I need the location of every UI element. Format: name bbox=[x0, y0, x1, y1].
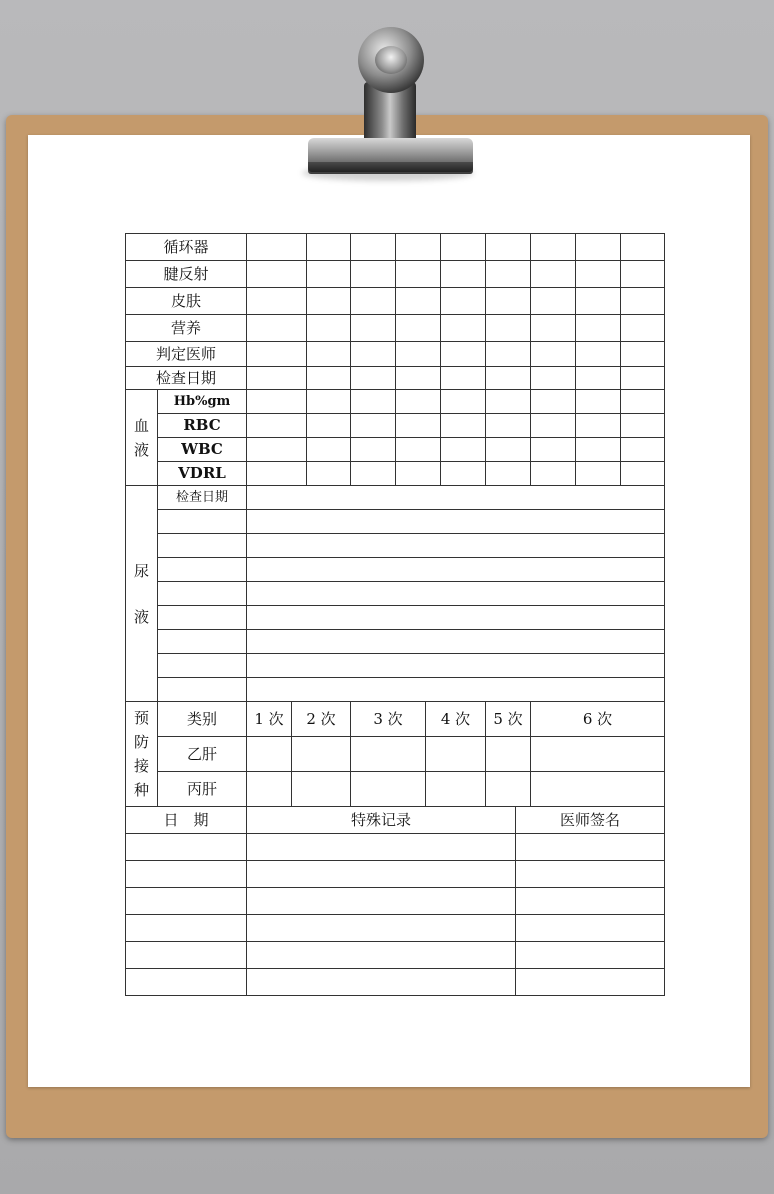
clip-hole bbox=[375, 46, 407, 74]
exam-row bbox=[126, 288, 665, 315]
grid-cell[interactable] bbox=[307, 390, 351, 414]
grid-cell[interactable] bbox=[441, 261, 486, 288]
grid-cell[interactable] bbox=[351, 414, 396, 438]
grid-cell[interactable] bbox=[396, 438, 441, 462]
dose-cell[interactable] bbox=[531, 737, 665, 772]
grid-cell[interactable] bbox=[531, 390, 576, 414]
record-date-cell[interactable] bbox=[126, 942, 247, 969]
dose-cell[interactable] bbox=[426, 772, 486, 807]
vaccination-category-header: 类别 bbox=[158, 702, 247, 737]
record-doctor-cell[interactable] bbox=[516, 861, 665, 888]
records-header-row bbox=[126, 807, 665, 834]
grid-cell[interactable] bbox=[576, 438, 621, 462]
grid-cell[interactable] bbox=[307, 315, 351, 342]
urine-date-cell[interactable] bbox=[158, 510, 247, 534]
record-note-cell[interactable] bbox=[247, 969, 516, 996]
urine-date-cell[interactable] bbox=[158, 654, 247, 678]
record-date-cell[interactable] bbox=[126, 969, 247, 996]
dose-cell[interactable] bbox=[486, 772, 531, 807]
grid-cell[interactable] bbox=[307, 414, 351, 438]
urine-row bbox=[126, 606, 665, 630]
urine-cell[interactable] bbox=[247, 654, 665, 678]
grid-cell[interactable] bbox=[576, 234, 621, 261]
grid-cell[interactable] bbox=[307, 462, 351, 486]
grid-cell[interactable] bbox=[247, 438, 307, 462]
urine-row bbox=[126, 558, 665, 582]
vaccination-header-row bbox=[126, 702, 665, 737]
grid-cell[interactable] bbox=[576, 414, 621, 438]
grid-cell[interactable] bbox=[576, 315, 621, 342]
grid-cell[interactable] bbox=[307, 438, 351, 462]
grid-cell[interactable] bbox=[441, 462, 486, 486]
grid-cell[interactable] bbox=[531, 315, 576, 342]
urine-row bbox=[126, 510, 665, 534]
grid-cell[interactable] bbox=[576, 462, 621, 486]
blood-row bbox=[126, 462, 665, 486]
urine-date-cell[interactable] bbox=[158, 582, 247, 606]
grid-cell[interactable] bbox=[307, 342, 351, 367]
dose-cell[interactable] bbox=[531, 772, 665, 807]
grid-cell[interactable] bbox=[396, 367, 441, 390]
dose-header: 2 次 bbox=[292, 702, 351, 737]
urine-cell[interactable] bbox=[247, 510, 665, 534]
grid-cell[interactable] bbox=[621, 288, 665, 315]
grid-cell[interactable] bbox=[486, 367, 531, 390]
urine-cell[interactable] bbox=[247, 606, 665, 630]
record-date-cell[interactable] bbox=[126, 834, 247, 861]
grid-cell[interactable] bbox=[531, 342, 576, 367]
dose-cell[interactable] bbox=[292, 772, 351, 807]
records-note-header: 特殊记录 bbox=[247, 807, 516, 834]
blood-item-label: RBC bbox=[158, 414, 247, 438]
grid-cell[interactable] bbox=[441, 315, 486, 342]
urine-row bbox=[126, 630, 665, 654]
grid-cell[interactable] bbox=[621, 438, 665, 462]
grid-cell[interactable] bbox=[486, 390, 531, 414]
grid-cell[interactable] bbox=[531, 234, 576, 261]
urine-date-cell[interactable] bbox=[158, 606, 247, 630]
grid-cell[interactable] bbox=[396, 288, 441, 315]
grid-cell[interactable] bbox=[486, 315, 531, 342]
grid-cell[interactable] bbox=[247, 462, 307, 486]
blood-item-label: VDRL bbox=[158, 462, 247, 486]
record-note-cell[interactable] bbox=[247, 861, 516, 888]
urine-row bbox=[126, 486, 665, 510]
grid-cell[interactable] bbox=[351, 234, 396, 261]
grid-cell[interactable] bbox=[486, 234, 531, 261]
grid-cell[interactable] bbox=[247, 342, 307, 367]
grid-cell[interactable] bbox=[486, 414, 531, 438]
urine-cell[interactable] bbox=[247, 678, 665, 702]
record-doctor-cell[interactable] bbox=[516, 942, 665, 969]
exam-label: 营养 bbox=[126, 315, 247, 342]
records-row bbox=[126, 942, 665, 969]
urine-row bbox=[126, 534, 665, 558]
grid-cell[interactable] bbox=[576, 390, 621, 414]
grid-cell[interactable] bbox=[441, 390, 486, 414]
grid-cell[interactable] bbox=[396, 414, 441, 438]
grid-cell[interactable] bbox=[441, 438, 486, 462]
record-doctor-cell[interactable] bbox=[516, 834, 665, 861]
blood-item-label: Hb%gm bbox=[158, 390, 247, 414]
records-doctor-header: 医师签名 bbox=[516, 807, 665, 834]
health-record-form bbox=[125, 233, 665, 996]
exam-row bbox=[126, 342, 665, 367]
records-row bbox=[126, 888, 665, 915]
grid-cell[interactable] bbox=[351, 390, 396, 414]
grid-cell[interactable] bbox=[486, 342, 531, 367]
grid-cell[interactable] bbox=[576, 367, 621, 390]
grid-cell[interactable] bbox=[351, 288, 396, 315]
record-date-cell[interactable] bbox=[126, 888, 247, 915]
grid-cell[interactable] bbox=[247, 367, 307, 390]
grid-cell[interactable] bbox=[351, 315, 396, 342]
urine-cell[interactable] bbox=[247, 486, 665, 510]
exam-row bbox=[126, 367, 665, 390]
grid-cell[interactable] bbox=[621, 261, 665, 288]
grid-cell[interactable] bbox=[307, 367, 351, 390]
exam-label: 皮肤 bbox=[126, 288, 247, 315]
grid-cell[interactable] bbox=[351, 342, 396, 367]
grid-cell[interactable] bbox=[351, 462, 396, 486]
urine-row bbox=[126, 678, 665, 702]
record-note-cell[interactable] bbox=[247, 888, 516, 915]
grid-cell[interactable] bbox=[621, 234, 665, 261]
urine-cell[interactable] bbox=[247, 534, 665, 558]
urine-date-cell[interactable] bbox=[158, 558, 247, 582]
records-row bbox=[126, 834, 665, 861]
vaccination-section-label: 预 防 接 种 bbox=[126, 702, 158, 807]
dose-header: 5 次 bbox=[486, 702, 531, 737]
grid-cell[interactable] bbox=[247, 261, 307, 288]
dose-cell[interactable] bbox=[292, 737, 351, 772]
records-row bbox=[126, 969, 665, 996]
record-note-cell[interactable] bbox=[247, 942, 516, 969]
dose-cell[interactable] bbox=[486, 737, 531, 772]
grid-cell[interactable] bbox=[247, 288, 307, 315]
urine-date-cell[interactable] bbox=[158, 678, 247, 702]
blood-section-label: 血 液 bbox=[126, 390, 158, 486]
grid-cell[interactable] bbox=[307, 261, 351, 288]
grid-cell[interactable] bbox=[247, 414, 307, 438]
grid-cell[interactable] bbox=[486, 462, 531, 486]
grid-cell[interactable] bbox=[531, 367, 576, 390]
urine-date-header: 检查日期 bbox=[158, 486, 247, 510]
grid-cell[interactable] bbox=[576, 261, 621, 288]
grid-cell[interactable] bbox=[396, 390, 441, 414]
grid-cell[interactable] bbox=[351, 367, 396, 390]
exam-label: 判定医师 bbox=[126, 342, 247, 367]
record-doctor-cell[interactable] bbox=[516, 888, 665, 915]
grid-cell[interactable] bbox=[576, 288, 621, 315]
clip-lip bbox=[308, 162, 473, 172]
grid-cell[interactable] bbox=[351, 261, 396, 288]
vaccine-name: 乙肝 bbox=[158, 737, 247, 772]
vaccination-row bbox=[126, 737, 665, 772]
grid-cell[interactable] bbox=[621, 315, 665, 342]
grid-cell[interactable] bbox=[396, 261, 441, 288]
grid-cell[interactable] bbox=[621, 342, 665, 367]
grid-cell[interactable] bbox=[396, 342, 441, 367]
exam-label: 腱反射 bbox=[126, 261, 247, 288]
grid-cell[interactable] bbox=[531, 414, 576, 438]
record-date-cell[interactable] bbox=[126, 861, 247, 888]
grid-cell[interactable] bbox=[441, 414, 486, 438]
grid-cell[interactable] bbox=[396, 234, 441, 261]
dose-cell[interactable] bbox=[247, 737, 292, 772]
grid-cell[interactable] bbox=[396, 462, 441, 486]
dose-cell[interactable] bbox=[247, 772, 292, 807]
exam-label: 循环器 bbox=[126, 234, 247, 261]
record-date-cell[interactable] bbox=[126, 915, 247, 942]
urine-section-label: 尿 液 bbox=[126, 486, 158, 702]
grid-cell[interactable] bbox=[621, 462, 665, 486]
grid-cell[interactable] bbox=[621, 367, 665, 390]
exam-row bbox=[126, 234, 665, 261]
grid-cell[interactable] bbox=[441, 234, 486, 261]
record-note-cell[interactable] bbox=[247, 915, 516, 942]
grid-cell[interactable] bbox=[247, 234, 307, 261]
grid-cell[interactable] bbox=[351, 438, 396, 462]
urine-row bbox=[126, 654, 665, 678]
record-doctor-cell[interactable] bbox=[516, 915, 665, 942]
record-note-cell[interactable] bbox=[247, 834, 516, 861]
blood-row bbox=[126, 438, 665, 462]
urine-date-cell[interactable] bbox=[158, 630, 247, 654]
urine-row bbox=[126, 582, 665, 606]
grid-cell[interactable] bbox=[441, 288, 486, 315]
grid-cell[interactable] bbox=[247, 390, 307, 414]
dose-header: 1 次 bbox=[247, 702, 292, 737]
records-date-header: 日 期 bbox=[126, 807, 247, 834]
vaccine-name: 丙肝 bbox=[158, 772, 247, 807]
grid-cell[interactable] bbox=[486, 261, 531, 288]
exam-row bbox=[126, 315, 665, 342]
record-doctor-cell[interactable] bbox=[516, 969, 665, 996]
urine-date-cell[interactable] bbox=[158, 534, 247, 558]
grid-cell[interactable] bbox=[486, 288, 531, 315]
dose-cell[interactable] bbox=[426, 737, 486, 772]
dose-header: 6 次 bbox=[531, 702, 665, 737]
dose-cell[interactable] bbox=[351, 737, 426, 772]
records-row bbox=[126, 915, 665, 942]
dose-header: 3 次 bbox=[351, 702, 426, 737]
exam-label: 检查日期 bbox=[126, 367, 247, 390]
dose-header: 4 次 bbox=[426, 702, 486, 737]
grid-cell[interactable] bbox=[486, 438, 531, 462]
blood-row bbox=[126, 390, 665, 414]
urine-cell[interactable] bbox=[247, 558, 665, 582]
urine-cell[interactable] bbox=[247, 630, 665, 654]
grid-cell[interactable] bbox=[307, 288, 351, 315]
grid-cell[interactable] bbox=[531, 288, 576, 315]
grid-cell[interactable] bbox=[576, 342, 621, 367]
blood-item-label: WBC bbox=[158, 438, 247, 462]
grid-cell[interactable] bbox=[441, 367, 486, 390]
grid-cell[interactable] bbox=[441, 342, 486, 367]
grid-cell[interactable] bbox=[621, 390, 665, 414]
grid-cell[interactable] bbox=[307, 234, 351, 261]
blood-row bbox=[126, 414, 665, 438]
grid-cell[interactable] bbox=[247, 315, 307, 342]
grid-cell[interactable] bbox=[621, 414, 665, 438]
records-row bbox=[126, 861, 665, 888]
dose-cell[interactable] bbox=[351, 772, 426, 807]
grid-cell[interactable] bbox=[396, 315, 441, 342]
exam-row bbox=[126, 261, 665, 288]
grid-cell[interactable] bbox=[531, 462, 576, 486]
urine-cell[interactable] bbox=[247, 582, 665, 606]
vaccination-row bbox=[126, 772, 665, 807]
grid-cell[interactable] bbox=[531, 438, 576, 462]
grid-cell[interactable] bbox=[531, 261, 576, 288]
